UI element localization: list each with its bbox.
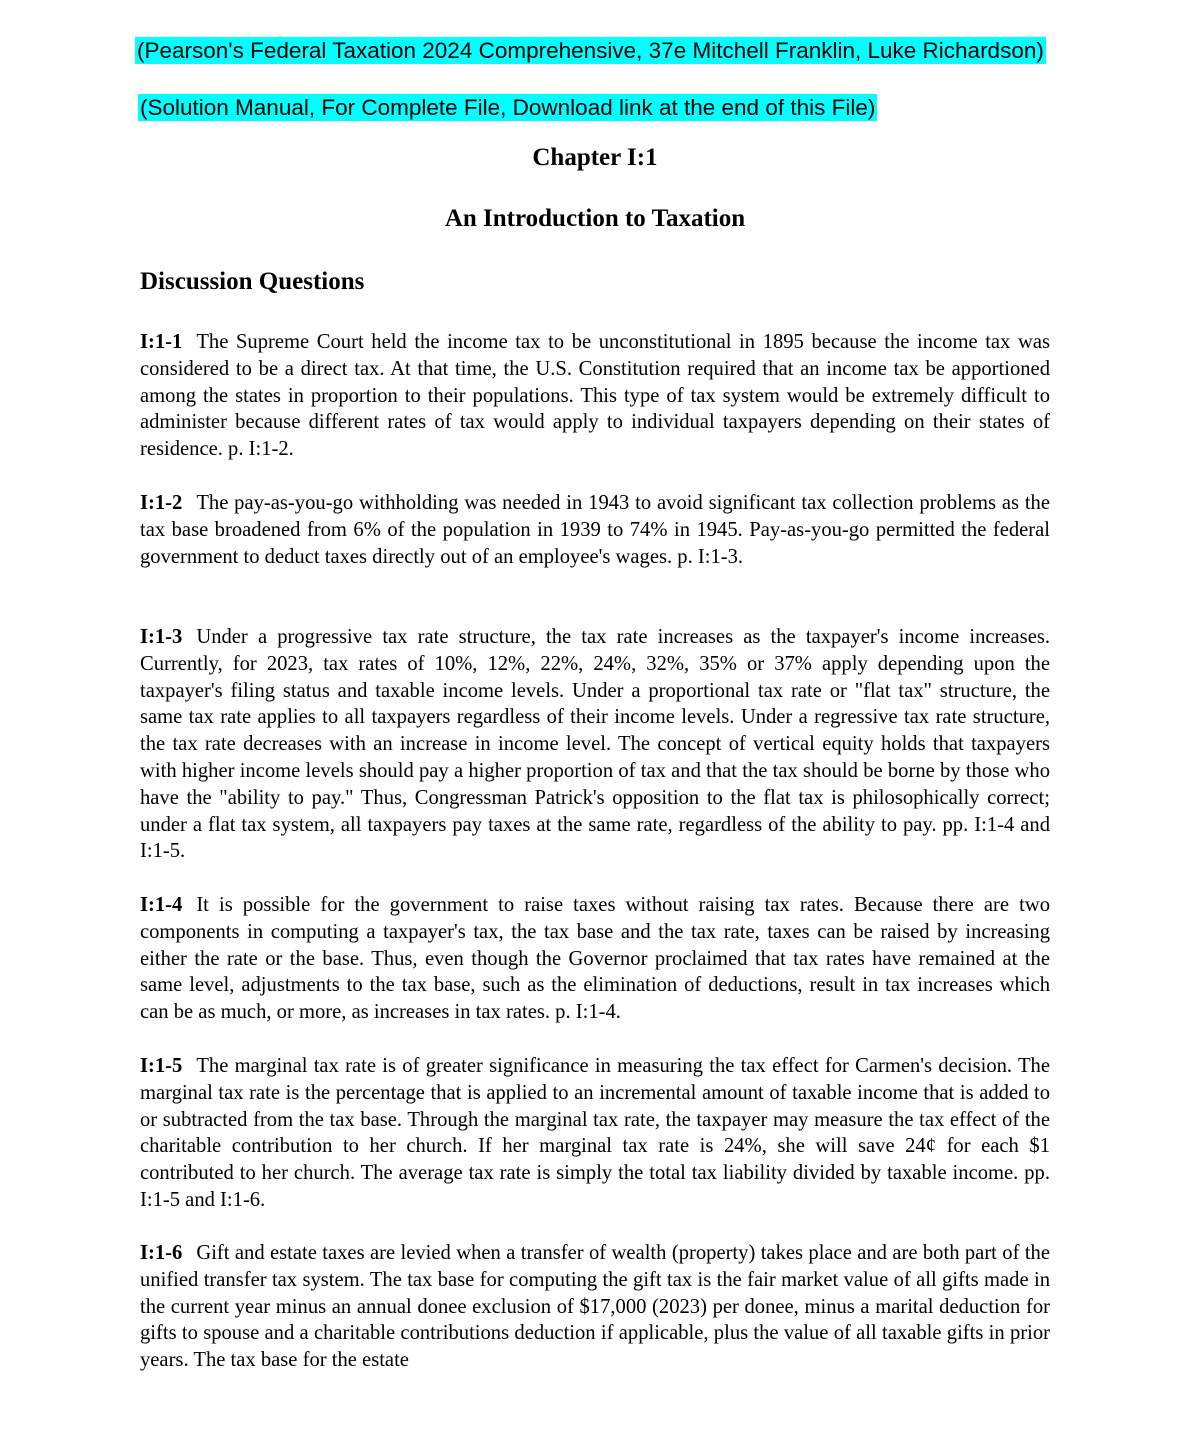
question-number: I:1-2: [140, 492, 183, 514]
chapter-subtitle: An Introduction to Taxation: [444, 205, 746, 232]
question-number: I:1-3: [140, 626, 183, 648]
header-highlight-line-1: (Pearson's Federal Taxation 2024 Comprehensive, 37e Mitchell Franklin, Luke Richardson): [137, 38, 1044, 63]
chapter-title: Chapter I:1: [532, 144, 658, 171]
question-text: The Supreme Court held the income tax to be unconstitutional in 1895 because the income tax was considered to be a direct tax. At that time, the U.S. Constitution required that an income tax be apportioned among the states in proportion to their populations. This type of tax system would be extremely difficult to administer because different rates of tax would apply to individual taxpayers depending on their states of residence. p. I:1-2.: [140, 331, 1050, 461]
question-text: Under a progressive tax rate structure, the tax rate increases as the taxpayer's income increases. Currently, for 2023, tax rates of 10%, 12%, 22%, 24%, 32%, 35% or 37% apply depending upon the taxpayer's filing status and taxable income levels. Under a proportional tax rate or "flat tax" structure, the same tax rate applies to all taxpayers regardless of their income levels. Under a regressive tax rate structure, the tax rate decreases with an increase in income level. The concept of vertical equity holds that taxpayers with higher income levels should pay a higher proportion of tax and that the tax should be borne by those who have the "ability to pay." Thus, Congressman Patrick's opposition to the flat tax is philosophically correct; under a flat tax system, all taxpayers pay taxes at the same rate, regardless of the ability to pay. pp. I:1-4 and I:1-5.: [140, 626, 1050, 863]
question-paragraph: [140, 1240, 1050, 1374]
section-heading: Discussion Questions: [140, 268, 365, 295]
question-number: I:1-4: [140, 894, 183, 916]
question-paragraph: [140, 329, 1050, 463]
header-highlight-line-2: (Solution Manual, For Complete File, Download link at the end of this File): [140, 95, 876, 120]
question-text: The marginal tax rate is of greater significance in measuring the tax effect for Carmen's decision. The marginal tax rate is the percentage that is applied to an incremental amount of taxable income that is added to or subtracted from the tax base. Through the marginal tax rate, the taxpayer may measure the tax effect of the charitable contribution to her church. If her marginal tax rate is 24%, she will save 24¢ for each $1 contributed to her church. The average tax rate is simply the total tax liability divided by taxable income. pp. I:1-5 and I:1-6.: [140, 1055, 1050, 1211]
question-paragraph: [140, 1053, 1050, 1214]
question-paragraph: [140, 490, 1050, 570]
question-number: I:1-6: [140, 1242, 183, 1264]
question-number: I:1-1: [140, 331, 183, 353]
question-paragraph: [140, 624, 1050, 865]
question-paragraph: [140, 892, 1050, 1026]
question-text: Gift and estate taxes are levied when a transfer of wealth (property) takes place and are both part of the unified transfer tax system. The tax base for computing the gift tax is the fair market value of all gifts made in the current year minus an annual donee exclusion of $17,000 (2023) per donee, minus a marital deduction for gifts to spouse and a charitable contributions deduction if applicable, plus the value of all taxable gifts in prior years. The tax base for the estate: [140, 1242, 1050, 1372]
question-text: The pay-as-you-go withholding was needed in 1943 to avoid significant tax collection problems as the tax base broadened from 6% of the population in 1939 to 74% in 1945. Pay-as-you-go permitted the federal government to deduct taxes directly out of an employee's wages. p. I:1-3.: [140, 492, 1050, 568]
question-text: It is possible for the government to raise taxes without raising tax rates. Because there are two components in computing a taxpayer's tax, the tax base and the tax rate, taxes can be raised by increasing either the rate or the base. Thus, even though the Governor proclaimed that tax rates have remained at the same level, adjustments to the tax base, such as the elimination of deductions, result in tax increases which can be as much, or more, as increases in tax rates. p. I:1-4.: [140, 894, 1050, 1024]
question-number: I:1-5: [140, 1055, 183, 1077]
